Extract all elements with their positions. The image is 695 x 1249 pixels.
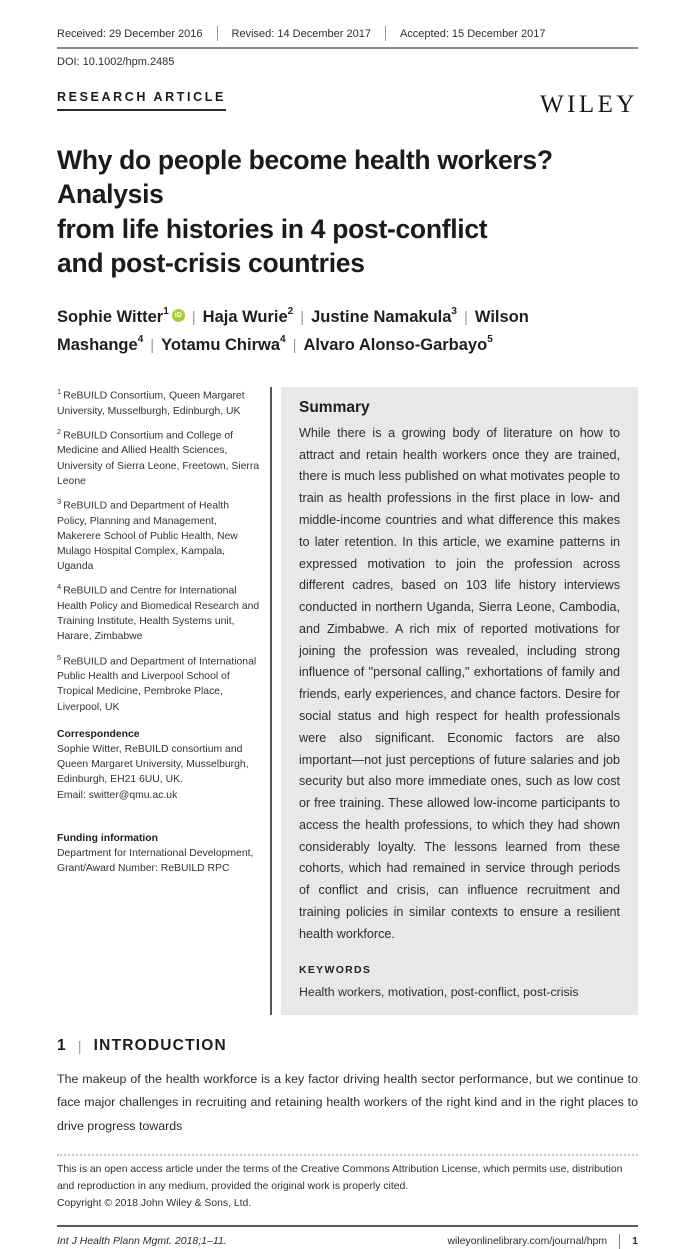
affiliations-column xyxy=(57,387,270,1015)
author-separator: | xyxy=(191,308,196,326)
article-title-line: and post-crisis countries xyxy=(57,248,365,279)
author: Justine Namakula$^3$ xyxy=(311,306,457,326)
affiliation-number: 2 xyxy=(57,426,64,436)
keywords-heading: KEYWORDS xyxy=(299,963,372,976)
footnote-dotted-rule xyxy=(57,1154,638,1156)
keywords-text: Health workers, motivation, post-conflict, post-crisis xyxy=(299,984,579,999)
introduction-paragraph: The makeup of the health workforce is a key factor driving health sector performance, but we continue to face major challenges in recruiting and retaining health workers of the right kind and in the right places to drive progress towards xyxy=(57,1071,638,1134)
affiliation-number: 3 xyxy=(57,496,64,506)
article-title-line: Why do people become health workers? Analysis xyxy=(57,145,553,210)
copyright-note: Copyright © 2018 John Wiley & Sons, Ltd. xyxy=(57,1197,252,1209)
author-separator: | xyxy=(463,308,468,326)
affiliation-item: $^4$ ReBUILD and Centre for International Health Policy and Biomedical Research and Training Institute, Health Systems unit, Harare, Zimbabwe xyxy=(57,582,260,643)
section-title: INTRODUCTION xyxy=(93,1036,227,1054)
summary-heading: Summary xyxy=(299,398,370,416)
affiliation-item: $^5$ ReBUILD and Department of International Public Health and Liverpool School of Tropical Medicine, Pembroke Place, Liverpool, UK xyxy=(57,652,257,713)
author-affiliation-superscript: 4 xyxy=(280,334,286,346)
received-date: Received: 29 December 2016 xyxy=(57,27,203,40)
footer-right xyxy=(447,1234,638,1249)
author-affiliation-superscript: 4 xyxy=(137,334,144,346)
section-heading-introduction xyxy=(57,1037,638,1055)
meta-divider xyxy=(385,26,386,41)
accepted-date: Accepted: 15 December 2017 xyxy=(399,27,546,40)
author-affiliation-superscript: 3 xyxy=(451,306,457,318)
page-number: 1 xyxy=(632,1235,638,1248)
affiliation-item: $^3$ ReBUILD and Department of Health Policy, Planning and Management, Makerere School of Public Health, New Mulago Hospital Complex, Kampala, Uganda xyxy=(57,496,238,573)
summary-text: While there is a growing body of literature on how to attract and retain health workers once they are trained, there is much less published on what motivates people to train as health professions in the first place in low- and middle-income countries and what difference this makes to later retention. In this article, we examine patterns in expressed motivation to join the profession across different cadres, based on 103 life history interviews conducted in northern Uganda, Sierra Leone, Cambodia, and Zimbabwe. A rich mix of reported motivations for joining the profession was revealed, including strong influence of "personal calling," exhortations of family and friends, early experiences, and chance factors. Desire for social status and high respect for health professionals were also significant. Economic factors are also important—not just perceptions of future salaries and job security but also more immediate ones, such as low cost or free training. These allowed low-income participants to access the health professions, to which they had shown considerably loyalty. The lessons learned from these cohorts, which had remained in service through periods of conflict and crisis, can influence recruitment and training policies in similar contexts to ensure a resilient health workforce. xyxy=(299,425,620,941)
author-affiliation-superscript: 5 xyxy=(487,334,493,346)
column-rule xyxy=(270,387,272,1015)
open-access-note: This is an open access article under the terms of the Creative Commons Attribution License, which permits use, distribution and reproduction in any medium, provided the original work is properly cited. xyxy=(57,1164,623,1192)
affiliation-item: $^2$ ReBUILD Consortium and College of Medicine and Allied Health Sciences, University of Sierra Leone, Freetown, Sierra Leone xyxy=(57,426,260,487)
correspondence-label: Correspondence xyxy=(57,728,140,740)
correspondence-text: Sophie Witter, ReBUILD consortium and Queen Margaret University, Musselburgh, Edinburgh, EH21 6UU, UK. xyxy=(57,743,249,786)
journal-url: wileyonlinelibrary.com/journal/hpm xyxy=(447,1235,608,1248)
author-list xyxy=(57,303,638,359)
author: Yotamu Chirwa$^4$ xyxy=(161,334,286,354)
author: Haja Wurie$^2$ xyxy=(202,306,294,326)
affiliation-list xyxy=(57,387,261,715)
funding-label: Funding information xyxy=(57,832,158,844)
wiley-logo: WILEY xyxy=(539,91,638,118)
article-title xyxy=(57,143,638,281)
correspondence-email: Email: switter@qmu.ac.uk xyxy=(57,789,178,801)
author-separator: | xyxy=(300,308,305,326)
affiliation-number: 4 xyxy=(57,582,64,592)
doi: DOI: 10.1002/hpm.2485 xyxy=(57,56,175,68)
author-separator: | xyxy=(292,336,297,354)
summary-box xyxy=(281,387,638,1015)
orcid-icon: iD xyxy=(172,309,185,322)
funding-text: Department for International Development, Grant/Award Number: ReBUILD RPC xyxy=(57,847,254,875)
affiliation-item: $^1$ ReBUILD Consortium, Queen Margaret University, Musselburgh, Edinburgh, UK xyxy=(57,386,245,417)
author: Sophie Witter$^1$ iD xyxy=(57,308,185,326)
author: Wilson Mashange$^4$ xyxy=(57,307,529,354)
article-type-row xyxy=(57,90,638,117)
affiliation-number: 5 xyxy=(57,652,64,662)
affiliation-number: 1 xyxy=(57,386,64,396)
journal-citation: Int J Health Plann Mgmt. 2018;1–11. xyxy=(57,1235,227,1248)
section-number: 1 xyxy=(57,1036,67,1054)
two-column-area xyxy=(57,387,638,1015)
section-separator: | xyxy=(77,1037,83,1054)
author-affiliation-superscript: 1 xyxy=(163,306,169,318)
author: Alvaro Alonso-Garbayo$^5$ xyxy=(303,334,493,354)
manuscript-dates-bar xyxy=(57,26,638,49)
article-type-label: RESEARCH ARTICLE xyxy=(57,90,226,111)
revised-date: Revised: 14 December 2017 xyxy=(231,27,371,40)
meta-divider xyxy=(217,26,218,41)
author-affiliation-superscript: 2 xyxy=(287,306,294,318)
author-separator: | xyxy=(150,336,155,354)
page-footer xyxy=(57,1225,638,1249)
article-title-line: from life histories in 4 post-conflict xyxy=(57,213,488,244)
footer-divider xyxy=(619,1234,620,1249)
